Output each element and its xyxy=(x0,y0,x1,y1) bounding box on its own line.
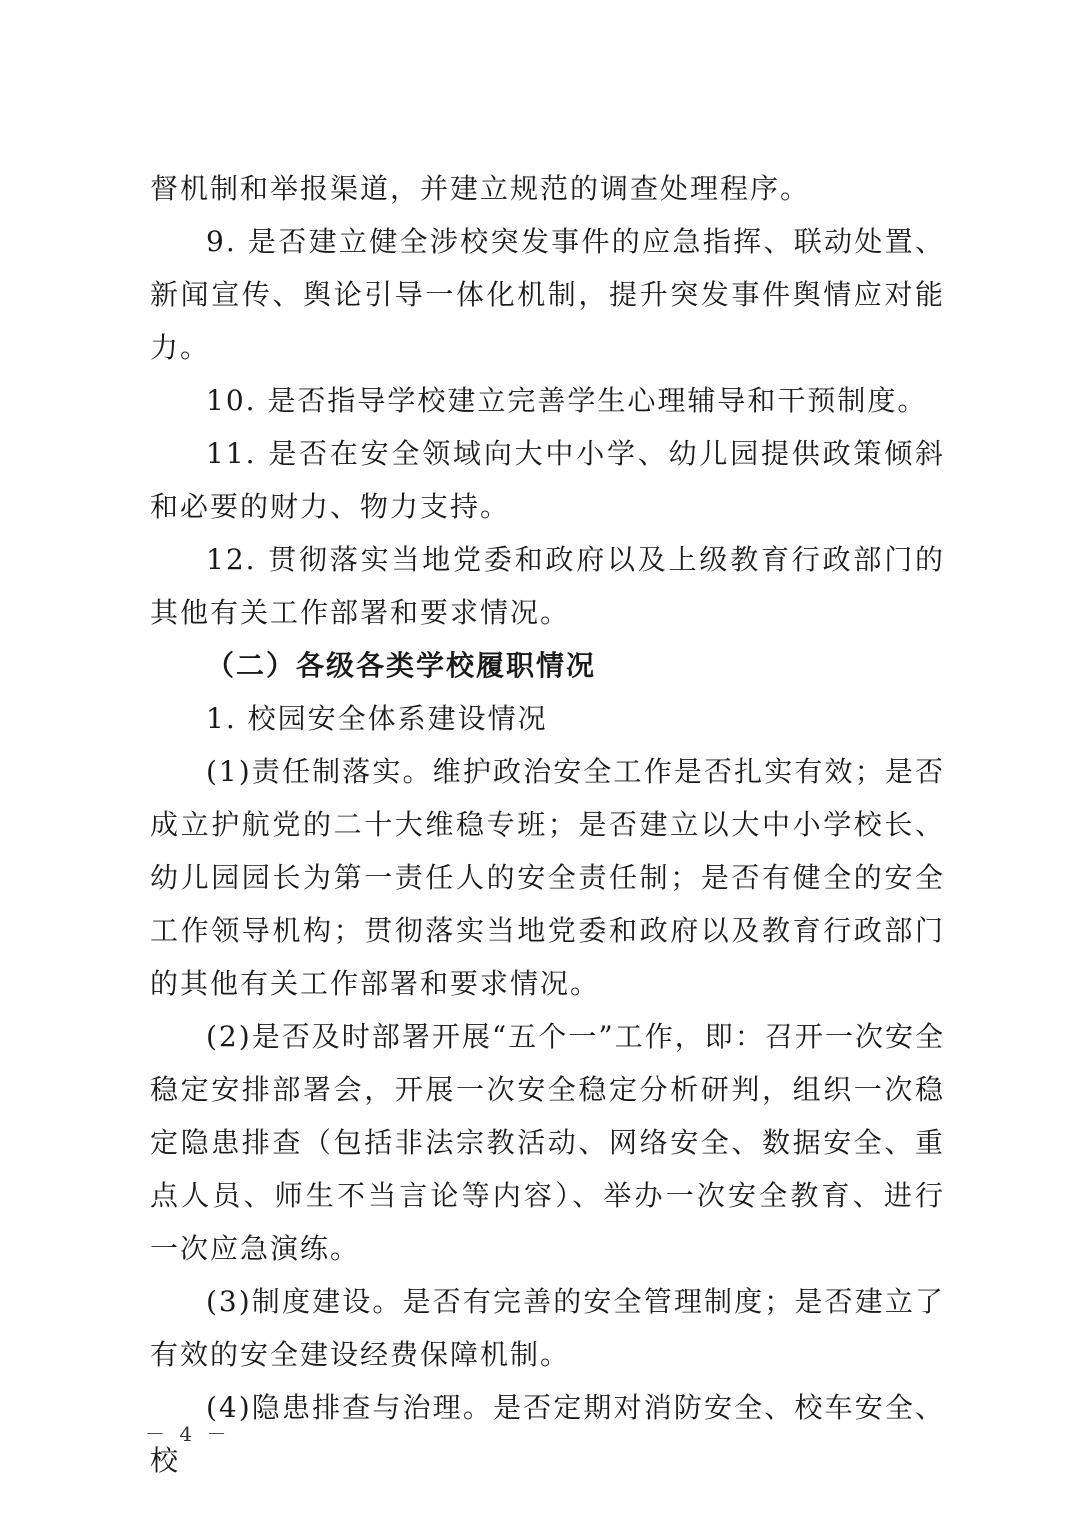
page-number: － 4 － xyxy=(145,1422,231,1446)
document-body xyxy=(150,162,945,1487)
paragraph-sub-4: (4)隐患排查与治理。是否定期对消防安全、校车安全、校 xyxy=(150,1391,945,1477)
paragraph-item-11: 11. 是否在安全领域向大中小学、幼儿园提供政策倾斜和必要的财力、物力支持。 xyxy=(150,437,945,523)
paragraph-continuation: 督机制和举报渠道，并建立规范的调查处理程序。 xyxy=(150,172,811,205)
section-heading: （二）各级各类学校履职情况 xyxy=(206,649,597,682)
paragraph-item-9: 9. 是否建立健全涉校突发事件的应急指挥、联动处置、新闻宣传、舆论引导一体化机制，提升突发事件舆情应对能力。 xyxy=(150,225,945,364)
paragraph-item-12: 12. 贯彻落实当地党委和政府以及上级教育行政部门的其他有关工作部署和要求情况。 xyxy=(150,543,945,629)
paragraph-item-10: 10. 是否指导学校建立完善学生心理辅导和干预制度。 xyxy=(206,384,928,417)
paragraph-sub-3: (3)制度建设。是否有完善的安全管理制度；是否建立了有效的安全建设经费保障机制。 xyxy=(150,1285,945,1371)
paragraph-sub-2: (2)是否及时部署开展“五个一”工作，即：召开一次安全稳定安排部署会，开展一次安全稳定分析研判，组织一次稳定隐患排查（包括非法宗教活动、网络安全、数据安全、重点人员、师生不当言论等内容）、举办一次安全教育、进行一次应急演练。 xyxy=(150,1020,945,1265)
paragraph-sub-1: (1)责任制落实。维护政治安全工作是否扎实有效；是否成立护航党的二十大维稳专班；是否建立以大中小学校长、幼儿园园长为第一责任人的安全责任制；是否有健全的安全工作领导机构；贯彻落实当地党委和政府以及教育行政部门的其他有关工作部署和要求情况。 xyxy=(150,755,945,1000)
subsection-heading: 1. 校园安全体系建设情况 xyxy=(206,702,548,735)
